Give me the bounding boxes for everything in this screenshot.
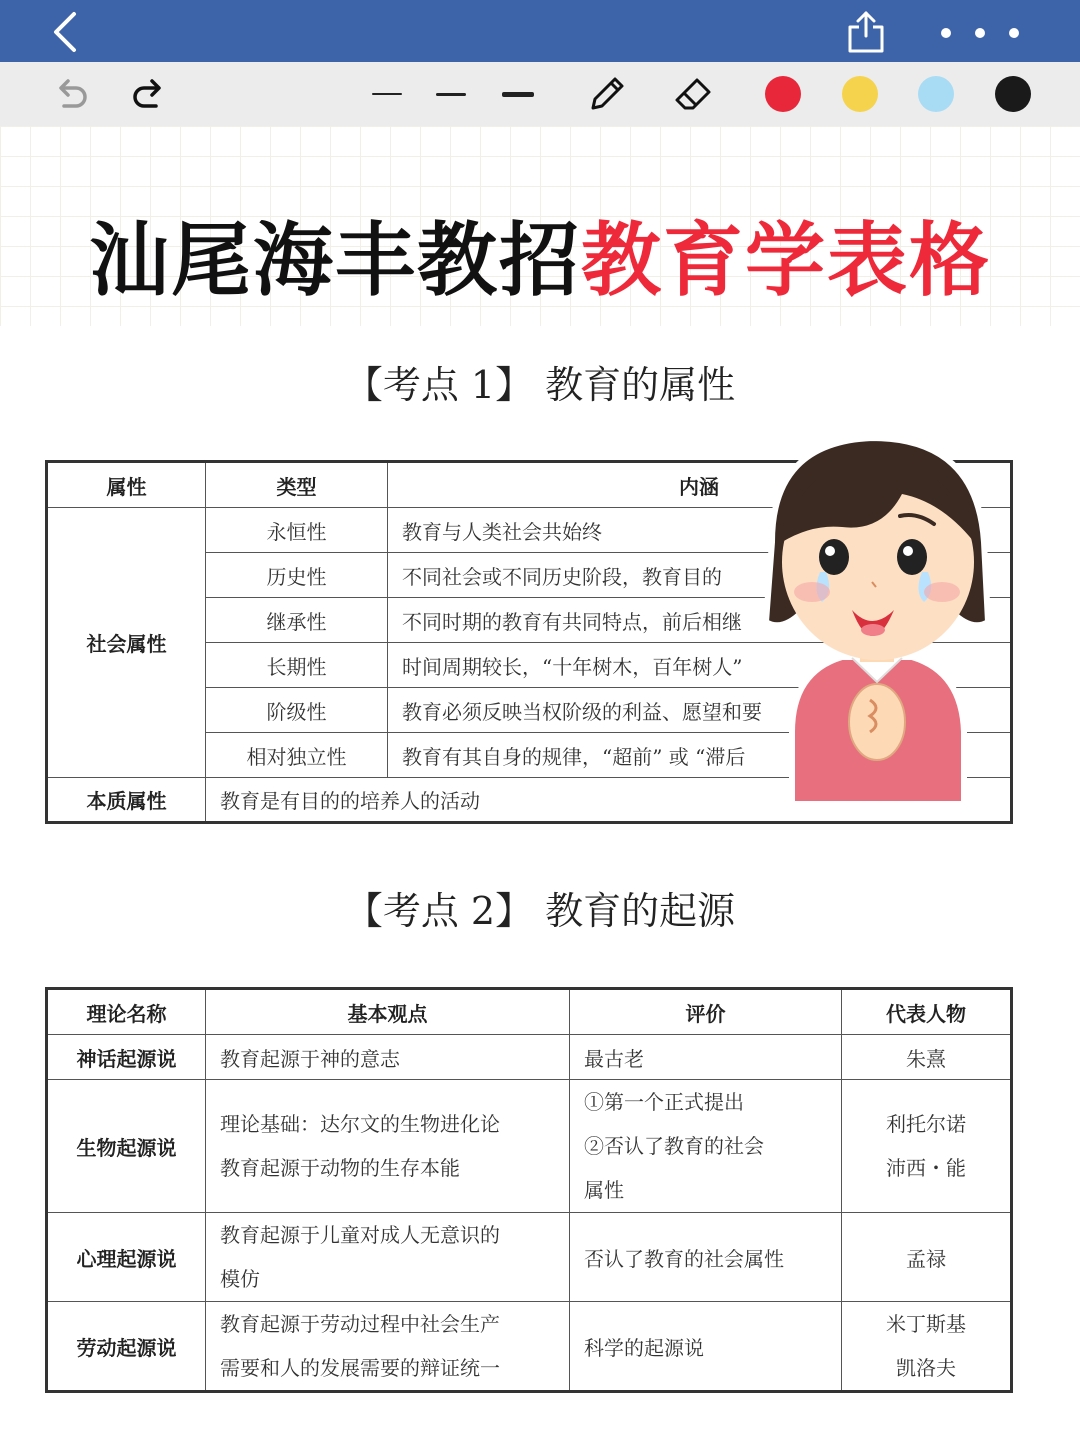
pencil-icon [585, 72, 629, 116]
view-line: 需要和人的发展需要的辩证统一 [220, 1356, 500, 1380]
desc-cell: 不同社会或不同历史阶段，教育目的 [388, 553, 1012, 598]
table-row [47, 1302, 1012, 1392]
header-cell: 评价 [570, 989, 842, 1035]
title-banner [0, 126, 1080, 326]
people-cell [842, 1080, 1012, 1213]
eval-line: ②否认了教育的社会 [584, 1134, 764, 1158]
type-cell: 相对独立性 [206, 733, 388, 778]
redo-button[interactable] [128, 62, 172, 126]
view-line: 教育起源于劳动过程中社会生产 [220, 1312, 500, 1336]
people-line: 米丁斯基 [886, 1312, 966, 1336]
type-cell: 历史性 [206, 553, 388, 598]
title-highlight: 教育学表格 [581, 214, 991, 307]
chevron-left-icon [40, 10, 90, 54]
header-cell: 代表人物 [842, 989, 1012, 1035]
drawing-toolbar [0, 62, 1080, 126]
people-line: 凯洛夫 [896, 1356, 956, 1380]
eval-cell: 最古老 [570, 1035, 842, 1080]
type-cell: 长期性 [206, 643, 388, 688]
eval-cell [570, 1080, 842, 1213]
stroke-thin-button[interactable] [370, 62, 404, 126]
header-cell: 基本观点 [206, 989, 570, 1035]
header-cell: 类型 [206, 462, 388, 508]
view-cell [206, 1213, 570, 1302]
section-1-title: 【考点 1】 教育的属性 [344, 363, 736, 407]
table-row [47, 1035, 1012, 1080]
stroke-thick-icon [502, 92, 534, 97]
people-cell: 孟禄 [842, 1213, 1012, 1302]
origins-table [45, 987, 1013, 1393]
view-line: 教育起源于动物的生存本能 [220, 1156, 460, 1180]
view-cell: 教育起源于神的意志 [206, 1035, 570, 1080]
stroke-thick-button[interactable] [498, 62, 538, 126]
undo-button[interactable] [48, 62, 92, 126]
type-cell: 继承性 [206, 598, 388, 643]
table-header-row [47, 989, 1012, 1035]
view-cell [206, 1080, 570, 1213]
header-cell: 属性 [47, 462, 206, 508]
color-black-swatch[interactable] [995, 76, 1031, 112]
desc-cell: 时间周期较长，“十年树木，百年树人” [388, 643, 1012, 688]
eval-line: 属性 [584, 1178, 624, 1202]
share-icon [843, 8, 889, 54]
essence-label-cell: 本质属性 [47, 778, 206, 823]
crying-girl-sticker[interactable] [752, 432, 1002, 804]
header-cell: 内涵 [388, 462, 1012, 508]
header-cell: 理论名称 [47, 989, 206, 1035]
theory-name-cell: 心理起源说 [47, 1213, 206, 1302]
desc-cell: 教育有其自身的规律，“超前” 或 “滞后 [388, 733, 1012, 778]
type-cell: 永恒性 [206, 508, 388, 553]
more-horizontal-icon [930, 18, 1030, 48]
color-lightblue-swatch[interactable] [918, 76, 954, 112]
desc-cell: 不同时期的教育有共同特点，前后相继 [388, 598, 1012, 643]
stroke-medium-icon [436, 93, 466, 96]
redo-icon [130, 74, 170, 114]
table-row [47, 1080, 1012, 1213]
desc-cell: 教育必须反映当权阶级的利益、愿望和要 [388, 688, 1012, 733]
people-line: 利托尔诺 [886, 1112, 966, 1136]
type-cell: 阶级性 [206, 688, 388, 733]
stroke-thin-icon [372, 93, 402, 95]
theory-name-cell: 生物起源说 [47, 1080, 206, 1213]
group-social-cell: 社会属性 [47, 508, 206, 778]
eraser-tool-button[interactable] [670, 62, 716, 126]
people-cell [842, 1302, 1012, 1392]
page-title [0, 196, 1080, 311]
section-2-title: 【考点 2】 教育的起源 [344, 889, 736, 933]
crying-girl-sticker-icon [752, 432, 1002, 804]
more-button[interactable] [930, 18, 1030, 48]
pen-tool-button[interactable] [584, 62, 630, 126]
color-red-swatch[interactable] [765, 76, 801, 112]
eval-line: ①第一个正式提出 [584, 1090, 744, 1114]
eraser-icon [671, 72, 715, 116]
theory-name-cell: 劳动起源说 [47, 1302, 206, 1392]
desc-cell: 教育与人类社会共始终 [388, 508, 1012, 553]
back-button[interactable] [40, 10, 90, 54]
view-line: 模仿 [220, 1267, 260, 1291]
view-line: 教育起源于儿童对成人无意识的 [220, 1223, 500, 1247]
top-app-bar [0, 0, 1080, 62]
view-cell [206, 1302, 570, 1392]
share-button[interactable] [843, 8, 889, 54]
view-line: 理论基础：达尔文的生物进化论 [220, 1112, 500, 1136]
undo-icon [50, 74, 90, 114]
eval-cell: 科学的起源说 [570, 1302, 842, 1392]
eval-cell: 否认了教育的社会属性 [570, 1213, 842, 1302]
people-cell: 朱熹 [842, 1035, 1012, 1080]
stroke-medium-button[interactable] [434, 62, 468, 126]
title-main: 汕尾海丰教招 [89, 214, 581, 307]
theory-name-cell: 神话起源说 [47, 1035, 206, 1080]
essence-desc-cell: 教育是有目的的培养人的活动 [206, 778, 1012, 823]
table-row [47, 1213, 1012, 1302]
color-yellow-swatch[interactable] [842, 76, 878, 112]
people-line: 沛西・能 [886, 1156, 966, 1180]
